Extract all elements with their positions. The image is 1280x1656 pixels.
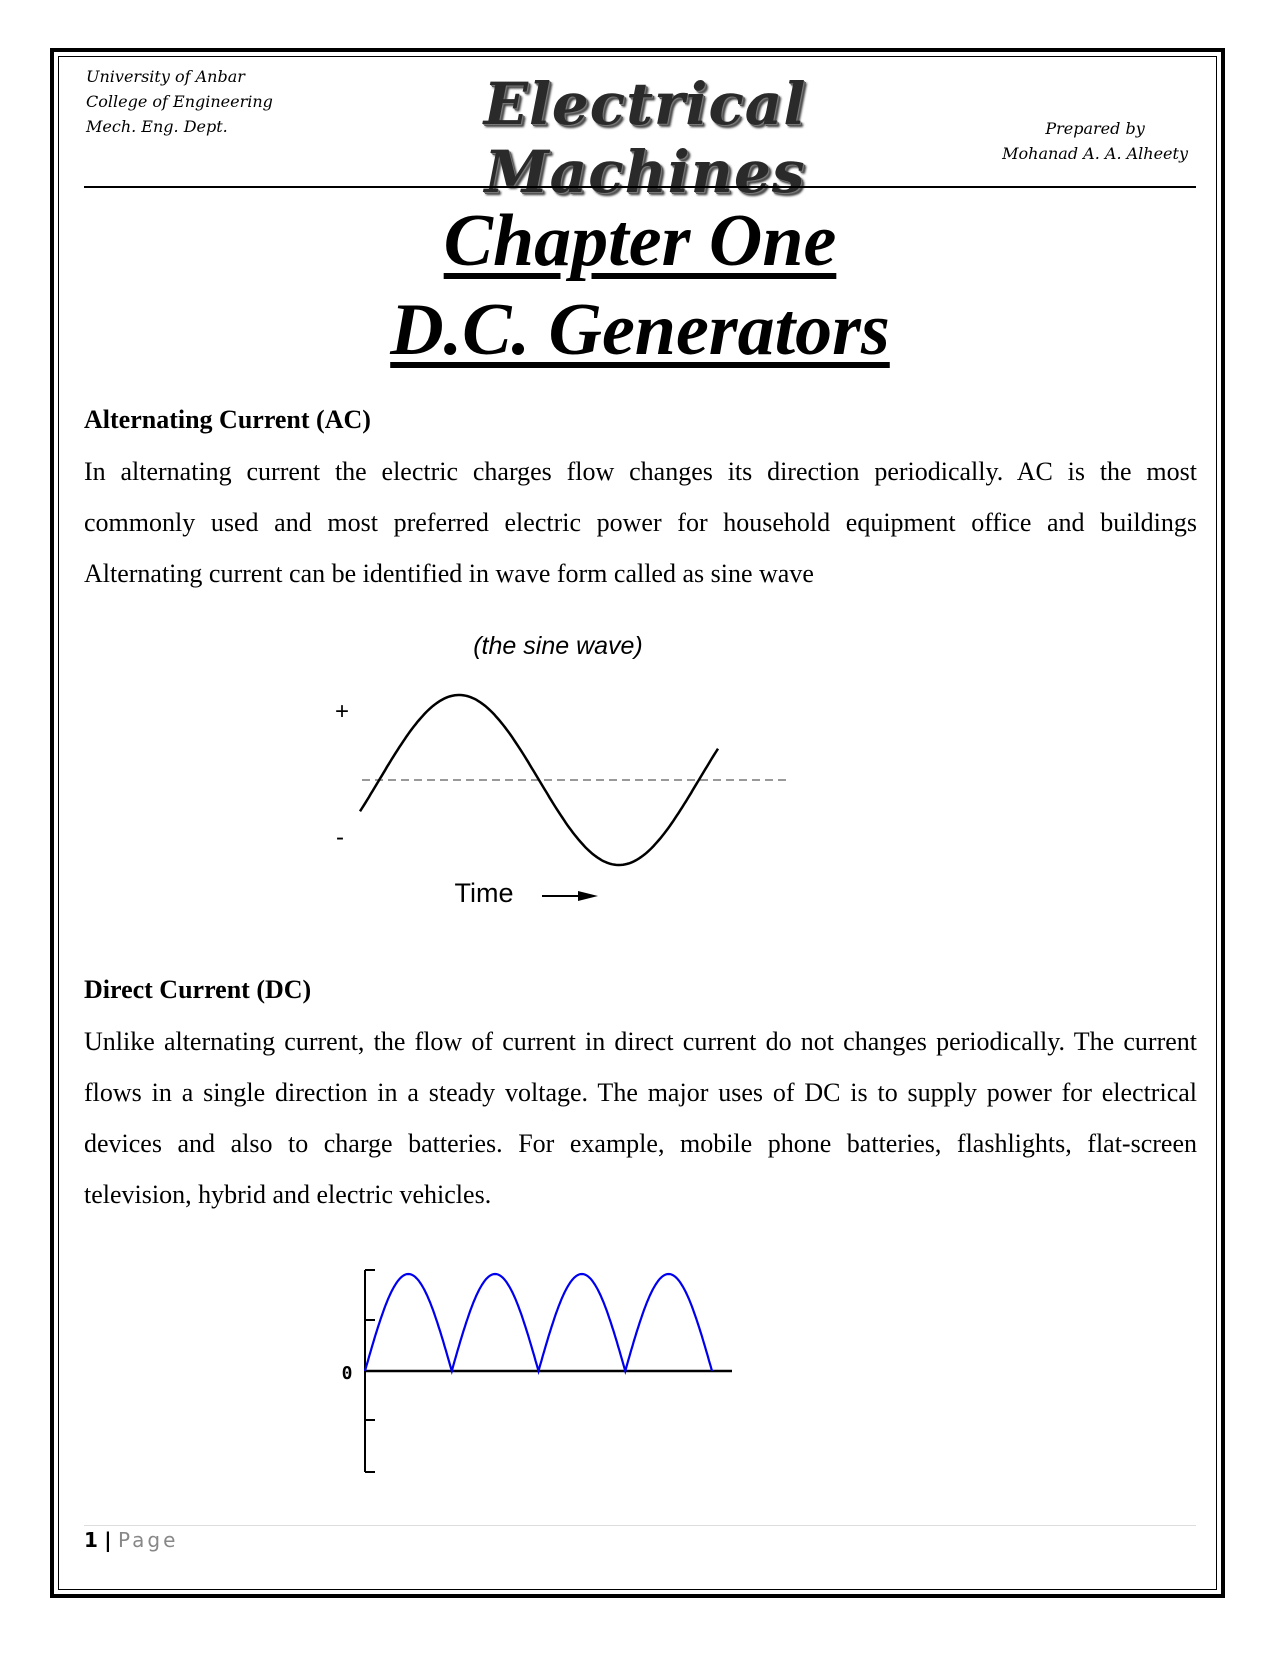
- page-number: 1: [84, 1528, 98, 1552]
- page-footer: [84, 1525, 178, 1555]
- dc-paragraph: Unlike alternating current, the flow of current in direct current do not changes periodically. The current flows in a single direction in a steady voltage. The major uses of DC is to supply power for electrical devices and also to charge batteries. For example, mobile phone batteries, flashlights, flat-screen television, hybrid and electric vehicles.: [84, 1027, 1197, 1209]
- sine-wave-figure: [320, 630, 800, 930]
- sine-wave-caption: (the sine wave): [473, 632, 643, 660]
- university-name: University of Anbar: [86, 67, 245, 86]
- ac-heading: Alternating Current (AC): [84, 405, 371, 434]
- department-name: Mech. Eng. Dept.: [86, 117, 228, 136]
- time-arrow-icon: [542, 891, 598, 901]
- college-name: College of Engineering: [86, 92, 273, 111]
- zero-label: 0: [341, 1363, 353, 1384]
- rectified-wave-figure: [330, 1260, 750, 1490]
- minus-label: -: [336, 824, 344, 851]
- page-label: Page: [117, 1528, 179, 1552]
- footer-separator: |: [104, 1528, 112, 1552]
- course-logo: Electrical Machines: [483, 70, 807, 206]
- plus-label: +: [334, 698, 350, 725]
- time-label: Time: [454, 878, 514, 908]
- rectified-wave-curve: [365, 1274, 712, 1371]
- ac-paragraph: In alternating current the electric charges flow changes its direction periodically. AC is the most commonly used and most preferred electric power for household equipment office and buildings Alternating current can be identified in wave form called as sine wave: [84, 457, 1197, 588]
- author-block: [1002, 116, 1188, 166]
- chapter-topic-title: D.C. Generators: [390, 289, 890, 371]
- header-divider: [84, 186, 1196, 188]
- prepared-by-label: Prepared by: [1045, 119, 1145, 138]
- footer-divider: [84, 1525, 1196, 1526]
- dc-heading: Direct Current (DC): [84, 975, 312, 1004]
- institution-block: [86, 64, 273, 139]
- chapter-number-title: Chapter One: [443, 200, 837, 282]
- author-name: Mohanad A. A. Alheety: [1002, 144, 1188, 163]
